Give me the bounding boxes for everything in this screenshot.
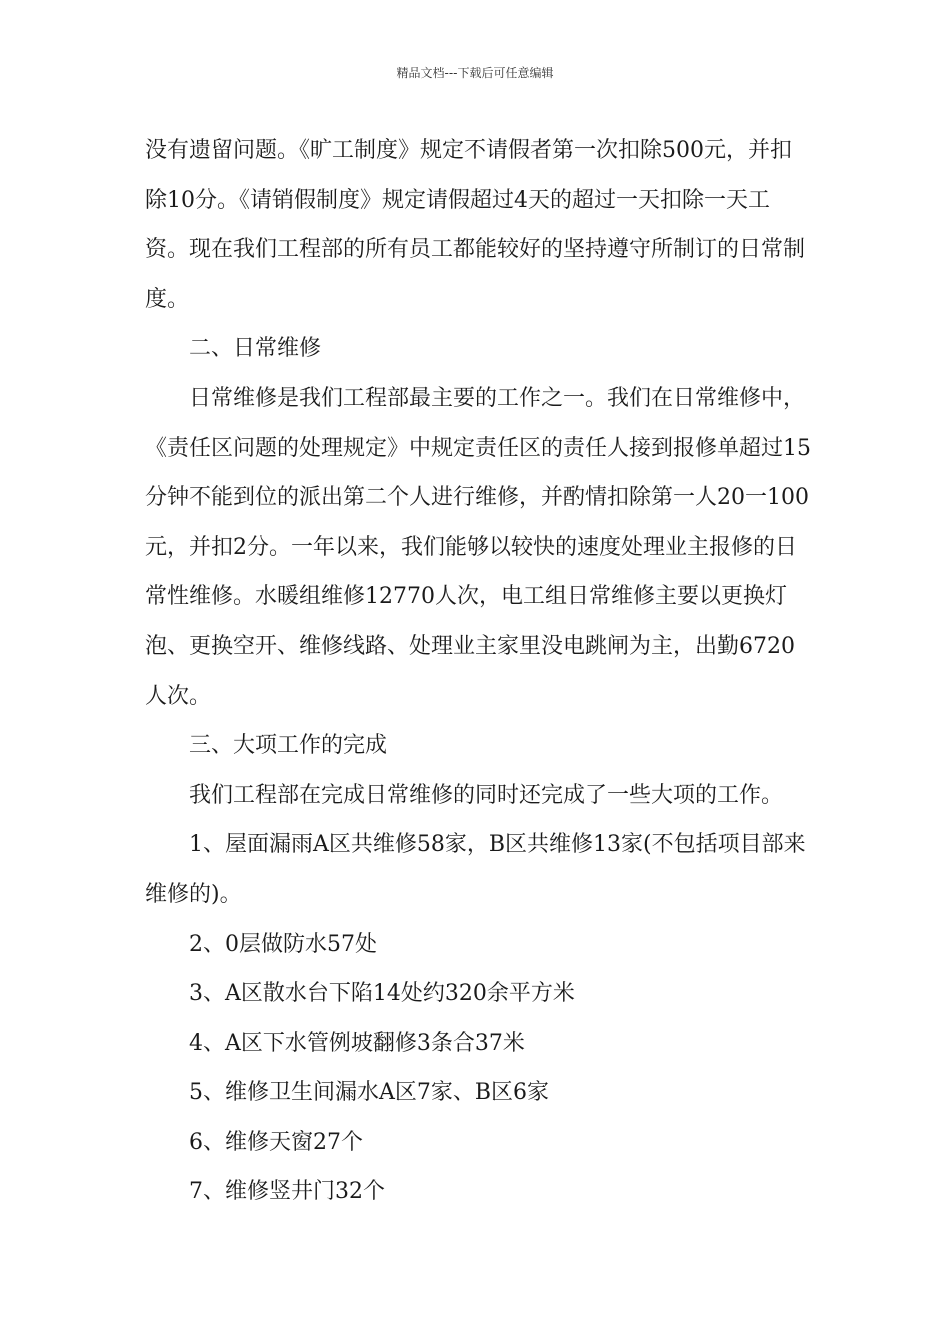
paragraph-rules-continued: 没有遗留问题。《旷工制度》规定不请假者第一次扣除500元，并扣除10分。《请销假制度》规定请假超过4天的超过一天扣除一天工资。现在我们工程部的所有员工都能较好的坚持遵守所制订的日常制度。 <box>145 138 806 312</box>
document-body <box>145 126 813 1217</box>
section-heading-major-projects: 三、大项工作的完成 <box>189 733 388 759</box>
paragraph-major-projects-intro: 我们工程部在完成日常维修的同时还完成了一些大项的工作。 <box>189 782 784 808</box>
list-item-downpipe-repair: 4、A区下水管例坡翻修3条合37米 <box>189 1030 525 1056</box>
list-item-roof-leak: 1、屋面漏雨A区共维修58家，B区共维修13家(不包括项目部来维修的)。 <box>145 832 806 907</box>
list-item-shaft-door-repair: 7、维修竖井门32个 <box>189 1179 385 1205</box>
list-item-waterproofing: 2、0层做防水57处 <box>189 931 377 957</box>
section-heading-daily-maintenance: 二、日常维修 <box>189 336 322 362</box>
page-header: 精品文档---下载后可任意编辑 <box>396 66 554 80</box>
paragraph-daily-maintenance: 日常维修是我们工程部最主要的工作之一。我们在日常维修中，《责任区问题的处理规定》中规定责任区的责任人接到报修单超过15分钟不能到位的派出第二个人进行维修，并酌情扣除第一人20一100元，并扣2分。一年以来，我们能够以较快的速度处理业主报修的日常性维修。水暖组维修12770人次，电工组日常维修主要以更换灯泡、更换空开、维修线路、处理业主家里没电跳闸为主，出勤6720人次。 <box>145 385 811 709</box>
list-item-skylight-repair: 6、维修天窗27个 <box>189 1129 363 1155</box>
list-item-bathroom-leak: 5、维修卫生间漏水A区7家、B区6家 <box>189 1080 550 1106</box>
list-item-drainage-platform: 3、A区散水台下陷14处约320余平方米 <box>189 981 575 1007</box>
